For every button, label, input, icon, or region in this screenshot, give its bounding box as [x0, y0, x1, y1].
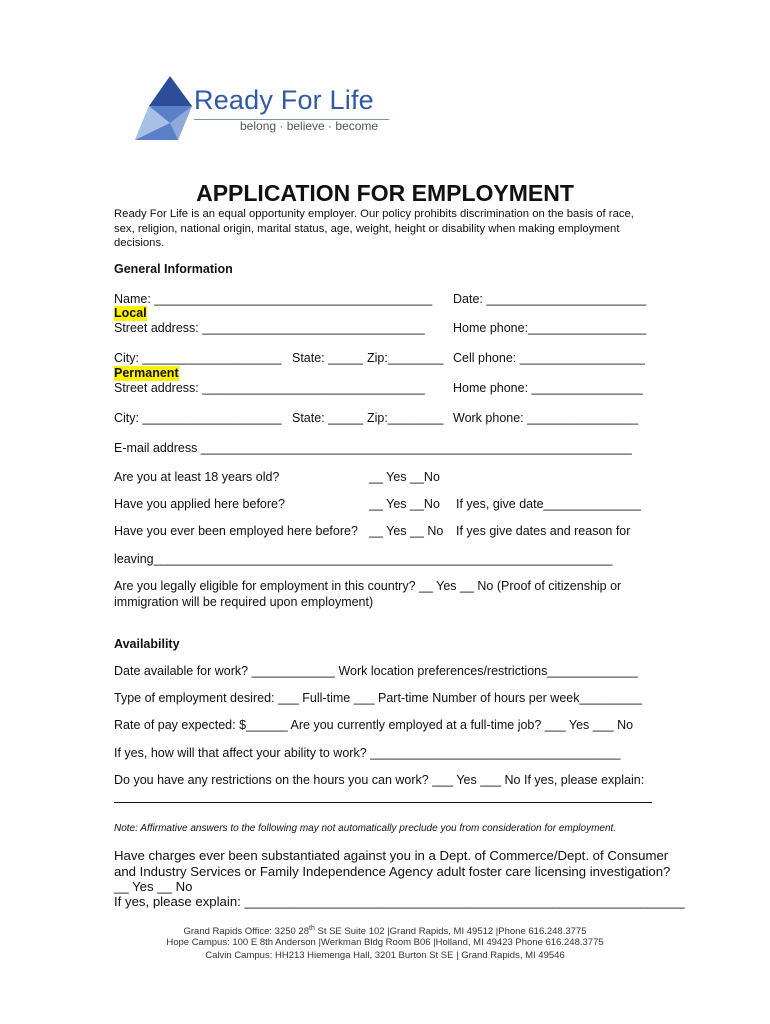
footer-line-1-a: Grand Rapids Office: 3250 28: [183, 926, 309, 938]
rate-of-pay-field[interactable]: Rate of pay expected: $______ Are you currently employed at a full-time job? ___ Yes ___ No: [114, 718, 634, 732]
work-phone-field[interactable]: Work phone: ________________: [453, 411, 639, 425]
logo-name: Ready For Life: [194, 85, 374, 115]
availability-heading: Availability: [114, 637, 180, 651]
local-label: Local: [114, 306, 147, 320]
age-answer[interactable]: __ Yes __No: [369, 470, 440, 484]
footer-address-calvin: Calvin Campus: HH213 Hiemenga Hall, 3201 Burton St SE | Grand Rapids, MI 49546: [205, 950, 565, 961]
ready-for-life-logo: [130, 74, 400, 144]
local-state-field[interactable]: State: _____: [292, 351, 363, 365]
email-field[interactable]: E-mail address ______________________________________________________________: [114, 441, 632, 455]
applied-date-field[interactable]: If yes, give date______________: [456, 497, 641, 511]
employed-before-answer[interactable]: __ Yes __ No: [369, 524, 444, 538]
permanent-label: Permanent: [114, 366, 179, 380]
footer-line-1-b: St SE Suite 102 |Grand Rapids, MI 49512 |Phone 616.248.3775: [314, 926, 587, 938]
charges-answer[interactable]: __ Yes __ No: [114, 879, 193, 894]
date-field[interactable]: Date: _______________________: [453, 292, 647, 306]
leaving-field[interactable]: leaving__________________________________________________________________: [114, 552, 613, 566]
cell-phone-field[interactable]: Cell phone: __________________: [453, 351, 645, 365]
footer-address-hope: Hope Campus: 100 E 8th Anderson |Werkman Bldg Room B06 |Holland, MI 49423 Phone 616.248.3775: [166, 937, 604, 948]
date-available-field[interactable]: Date available for work? ____________ Work location preferences/restrictions_____________: [114, 664, 638, 678]
charges-question-line-1: Have charges ever been substantiated against you in a Dept. of Commerce/Dept. of Consumer: [114, 848, 669, 863]
footer-line-1-sup: th: [309, 925, 315, 932]
employed-reason-label: If yes give dates and reason for: [456, 524, 631, 538]
hour-restrictions-field[interactable]: Do you have any restrictions on the hours you can work? ___ Yes ___ No If yes, please explain:: [114, 773, 645, 787]
name-field[interactable]: Name: ________________________________________: [114, 292, 433, 306]
employment-type-field[interactable]: Type of employment desired: ___ Full-time ___ Part-time Number of hours per week_________: [114, 691, 643, 705]
eligible-question[interactable]: Are you legally eligible for employment in this country? __ Yes __ No (Proof of citizenship or: [114, 579, 622, 593]
local-zip-field[interactable]: Zip:________: [367, 351, 444, 365]
permanent-zip-field[interactable]: Zip:________: [367, 411, 444, 425]
eligible-question-cont: immigration will be required upon employment): [114, 595, 374, 609]
intro-paragraph: Ready For Life is an equal opportunity employer. Our policy prohibits discrimination on the basis of race, sex, religion, national origin, marital status, age, weight, height or disability when making employment decisions.: [114, 208, 634, 249]
affirmative-note: Note: Affirmative answers to the following may not automatically preclude you from consideration for employment.: [114, 823, 617, 834]
home-phone-field[interactable]: Home phone:_________________: [453, 321, 647, 335]
charges-explain-field[interactable]: If yes, please explain: ____________________________________________________________: [114, 894, 685, 909]
local-street-field[interactable]: Street address: ________________________________: [114, 321, 425, 335]
local-city-field[interactable]: City: ____________________: [114, 351, 282, 365]
permanent-home-phone-field[interactable]: Home phone: ________________: [453, 381, 643, 395]
page-title: APPLICATION FOR EMPLOYMENT: [196, 180, 574, 206]
charges-question-line-2: and Industry Services or Family Independence Agency adult foster care licensing investigation?: [114, 864, 671, 879]
applied-before-answer[interactable]: __ Yes __No: [369, 497, 440, 511]
age-question: Are you at least 18 years old?: [114, 470, 280, 484]
employed-before-question: Have you ever been employed here before?: [114, 524, 358, 538]
permanent-city-field[interactable]: City: ____________________: [114, 411, 282, 425]
permanent-street-field[interactable]: Street address: ________________________________: [114, 381, 425, 395]
triangle-logo-icon: [130, 74, 192, 144]
applied-before-question: Have you applied here before?: [114, 497, 285, 511]
affect-ability-field[interactable]: If yes, how will that affect your ability to work? ____________________________________: [114, 746, 621, 760]
footer-address-grand-rapids: [0, 925, 770, 937]
logo-tagline: belong · believe · become: [240, 119, 379, 133]
permanent-state-field[interactable]: State: _____: [292, 411, 363, 425]
explain-answer-line[interactable]: [114, 802, 652, 803]
general-info-heading: General Information: [114, 262, 233, 276]
